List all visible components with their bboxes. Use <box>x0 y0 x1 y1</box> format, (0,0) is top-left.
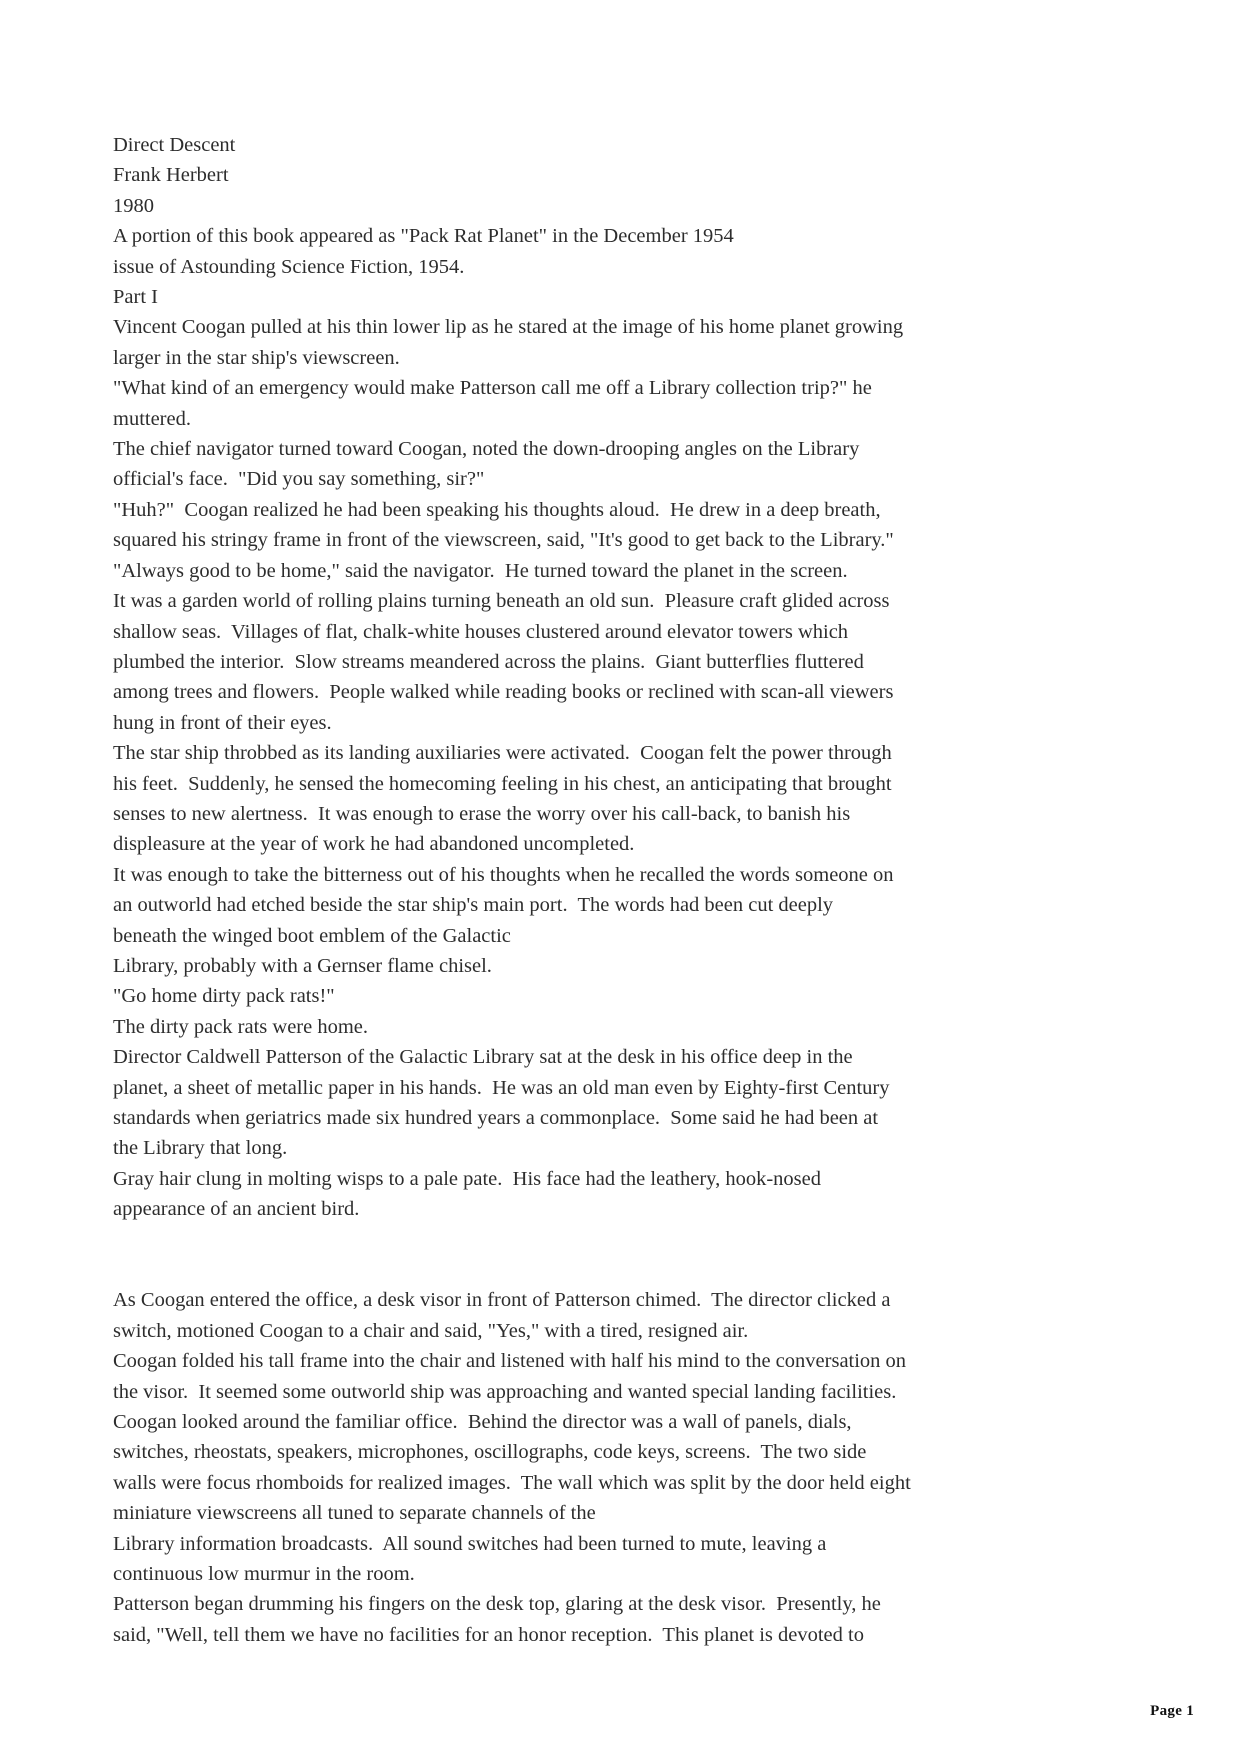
text-line: 1980 <box>113 194 154 217</box>
text-line: Vincent Coogan pulled at his thin lower lip as he stared at the image of his home planet growing <box>113 316 904 339</box>
text-line: larger in the star ship's viewscreen. <box>113 346 400 369</box>
text-line: As Coogan entered the office, a desk visor in front of Patterson chimed. The director clicked a <box>113 1289 891 1312</box>
text-line: "Always good to be home," said the navigator. He turned toward the planet in the screen. <box>113 559 848 582</box>
text-line: Frank Herbert <box>113 164 229 187</box>
text-line: the visor. It seemed some outworld ship was approaching and wanted special landing facilities. <box>113 1380 897 1403</box>
text-line: Library information broadcasts. All sound switches had been turned to mute, leaving a <box>113 1532 827 1555</box>
text-line: the Library that long. <box>113 1137 288 1160</box>
text-line: "What kind of an emergency would make Patterson call me off a Library collection trip?" he <box>113 377 872 400</box>
text-line: Direct Descent <box>113 134 236 156</box>
text-line: planet, a sheet of metallic paper in his hands. He was an old man even by Eighty-first Century <box>113 1076 890 1099</box>
text-line: It was a garden world of rolling plains turning beneath an old sun. Pleasure craft glided across <box>113 590 890 613</box>
text-line: continuous low murmur in the room. <box>113 1563 415 1586</box>
text-line: Coogan looked around the familiar office. Behind the director was a wall of panels, dials, <box>113 1411 852 1434</box>
text-line: shallow seas. Villages of flat, chalk-white houses clustered around elevator towers which <box>113 620 849 643</box>
text-line: Part I <box>113 286 158 309</box>
text-line: his feet. Suddenly, he sensed the homecoming feeling in his chest, an anticipating that brought <box>113 772 892 795</box>
text-line: Coogan folded his tall frame into the chair and listened with half his mind to the conversation on <box>113 1350 907 1373</box>
text-line: Patterson began drumming his fingers on the desk top, glaring at the desk visor. Presently, he <box>113 1593 881 1616</box>
text-line: an outworld had etched beside the star ship's main port. The words had been cut deeply <box>113 894 834 917</box>
text-line: Director Caldwell Patterson of the Galactic Library sat at the desk in his office deep in the <box>113 1046 853 1069</box>
text-line: switches, rheostats, speakers, microphones, oscillographs, code keys, screens. The two side <box>113 1441 867 1464</box>
text-line: displeasure at the year of work he had abandoned uncompleted. <box>113 833 635 856</box>
text-line: beneath the winged boot emblem of the Galactic <box>113 924 511 947</box>
text-line: walls were focus rhomboids for realized images. The wall which was split by the door held eight <box>113 1471 911 1494</box>
text-line: squared his stringy frame in front of the viewscreen, said, "It's good to get back to the Library." <box>113 529 894 552</box>
text-line: The chief navigator turned toward Coogan, noted the down-drooping angles on the Library <box>113 438 860 461</box>
text-line: said, "Well, tell them we have no facilities for an honor reception. This planet is devoted to <box>113 1623 864 1646</box>
text-line: Gray hair clung in molting wisps to a pale pate. His face had the leathery, hook-nosed <box>113 1167 821 1190</box>
text-line: plumbed the interior. Slow streams meandered across the plains. Giant butterflies fluttered <box>113 650 864 673</box>
text-line: A portion of this book appeared as "Pack Rat Planet" in the December 1954 <box>113 225 734 248</box>
text-line: The star ship throbbed as its landing auxiliaries were activated. Coogan felt the power through <box>113 742 892 765</box>
text-line: appearance of an ancient bird. <box>113 1198 360 1221</box>
text-line: among trees and flowers. People walked while reading books or reclined with scan-all viewers <box>113 681 894 704</box>
text-line: hung in front of their eyes. <box>113 711 332 734</box>
text-line <box>113 1225 1123 1255</box>
text-line: issue of Astounding Science Fiction, 1954. <box>113 255 465 278</box>
text-line: senses to new alertness. It was enough to erase the worry over his call-back, to banish his <box>113 802 851 825</box>
text-line: official's face. "Did you say something, sir?" <box>113 468 485 491</box>
text-line: standards when geriatrics made six hundred years a commonplace. Some said he had been at <box>113 1107 879 1129</box>
text-line <box>113 1255 1123 1285</box>
text-line: "Huh?" Coogan realized he had been speaking his thoughts aloud. He drew in a deep breath, <box>113 498 881 521</box>
text-line: The dirty pack rats were home. <box>113 1015 369 1038</box>
text-line: muttered. <box>113 407 191 430</box>
page-number: Page 1 <box>1150 1703 1194 1719</box>
text-line: It was enough to take the bitterness out of his thoughts when he recalled the words someone on <box>113 863 894 886</box>
text-line: switch, motioned Coogan to a chair and said, "Yes," with a tired, resigned air. <box>113 1319 749 1342</box>
document-text <box>113 130 1123 1650</box>
text-line: Library, probably with a Gernser flame chisel. <box>113 954 492 977</box>
text-line: miniature viewscreens all tuned to separate channels of the <box>113 1502 596 1525</box>
text-line: "Go home dirty pack rats!" <box>113 985 335 1008</box>
